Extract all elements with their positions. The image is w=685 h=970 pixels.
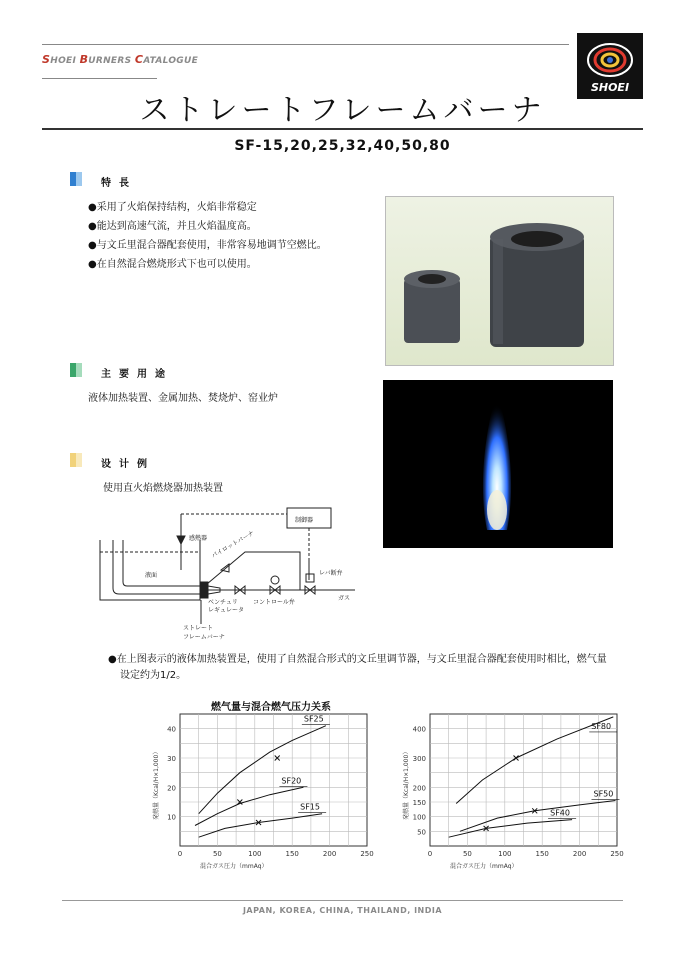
- x-tick-label: 250: [360, 850, 374, 858]
- label-straight2: フレームバーナ: [183, 634, 225, 641]
- series-line: [195, 787, 303, 825]
- y-tick-label: 100: [412, 813, 426, 822]
- cat-atalogue: ATALOGUE: [143, 56, 199, 66]
- page-title: ストレートフレームバーナ: [139, 93, 546, 128]
- usage-heading: 主要用途: [101, 369, 173, 380]
- x-tick-label: 0: [177, 850, 183, 858]
- y-axis-label: 発熱量（Kcal/H×1,000）: [403, 748, 410, 820]
- label-lever-valve: レバ断弁: [319, 570, 343, 577]
- header-top-rule: [42, 44, 569, 45]
- series-line: [460, 801, 616, 832]
- cat-burners: URNERS: [88, 56, 135, 66]
- x-tick-label: 150: [285, 850, 299, 858]
- title-rule: [42, 128, 643, 130]
- series-line: [199, 726, 326, 814]
- y-tick-label: 400: [412, 725, 426, 734]
- design-caption: 使用直火焰燃烧器加热装置: [103, 483, 223, 494]
- logo-text: SHOEI: [590, 81, 630, 94]
- y-tick-label: 200: [412, 784, 426, 793]
- x-axis-label: 混合ガス圧力（mmAq）: [200, 863, 268, 870]
- series-label: SF25: [303, 714, 324, 724]
- series-line: [456, 717, 613, 804]
- y-tick-label: 10: [167, 813, 176, 822]
- chart-title: 燃气量与混合燃气压力关系: [211, 702, 331, 713]
- series-label: SF80: [591, 721, 612, 731]
- series-label: SF40: [550, 808, 570, 818]
- x-tick-label: 50: [212, 850, 222, 858]
- footer-rule: [62, 900, 623, 901]
- label-liquid: 液面: [145, 572, 158, 579]
- x-tick-label: 100: [498, 850, 512, 858]
- footer-countries: JAPAN, KOREA, CHINA, THAILAND, INDIA: [242, 906, 443, 915]
- chart-right: [400, 708, 635, 878]
- feature-item: ●能达到高速气流，并且火焰温度高。: [88, 221, 257, 232]
- features-list: [88, 198, 327, 274]
- feature-item: ●与文丘里混合器配套使用，非常容易地调节空燃比。: [88, 240, 327, 251]
- model-list: SF-15,20,25,32,40,50,80: [234, 138, 451, 154]
- feature-item: ●在自然混合燃烧形式下也可以使用。: [88, 259, 257, 270]
- design-note: [108, 652, 638, 684]
- usage-text: 液体加热装置、金属加热、焚烧炉、窑业炉: [88, 393, 278, 404]
- features-marker: [70, 172, 82, 186]
- design-marker: [70, 453, 82, 467]
- x-tick-label: 0: [427, 850, 433, 858]
- y-tick-label: 30: [167, 755, 176, 763]
- label-straight1: ストレート: [183, 625, 214, 632]
- x-tick-label: 150: [535, 850, 549, 858]
- y-axis-label: 発熱量（Kcal/H×1,000）: [153, 748, 160, 820]
- y-tick-label: 50: [417, 828, 426, 837]
- cat-s: S: [42, 53, 51, 66]
- label-sensor: 感熱器: [189, 535, 208, 542]
- label-pilot: パイロットバーナ: [210, 529, 256, 560]
- cat-shoei: HOEI: [50, 56, 80, 66]
- label-regulator: レギュレータ: [208, 607, 245, 614]
- y-tick-label: 150: [412, 799, 426, 807]
- catalogue-title: [42, 53, 198, 66]
- y-tick-label: 20: [167, 784, 176, 793]
- x-axis-label: 混合ガス圧力（mmAq）: [450, 863, 518, 870]
- label-gas: ガス: [338, 595, 351, 602]
- x-tick-label: 50: [462, 850, 472, 858]
- flame-photo: [383, 380, 613, 548]
- product-photo: [385, 196, 614, 366]
- label-venturi: ベンチュリ: [208, 599, 238, 606]
- x-tick-label: 100: [248, 850, 262, 858]
- usage-marker: [70, 363, 82, 377]
- label-controller: 制御器: [295, 517, 314, 524]
- feature-item: ●采用了火焰保持结构，火焰非常稳定: [88, 202, 257, 213]
- design-heading: 设计例: [101, 459, 155, 470]
- series-label: SF50: [593, 789, 614, 799]
- series-label: SF15: [300, 802, 320, 812]
- cat-c: C: [134, 53, 144, 66]
- chart-left: [150, 708, 385, 878]
- header-short-rule: [42, 78, 157, 79]
- heating-system-diagram: [95, 500, 385, 645]
- x-tick-label: 200: [572, 850, 587, 858]
- label-control-valve: コントロール弁: [253, 599, 295, 606]
- cat-b: B: [79, 53, 89, 66]
- note-line-2: 设定约为1/2。: [120, 670, 187, 681]
- x-tick-label: 250: [610, 850, 624, 858]
- x-tick-label: 200: [322, 850, 337, 858]
- note-line-1: ●在上图表示的液体加热装置是，使用了自然混合形式的文丘里调节器，与文丘里混合器配套使用时相比，燃气量: [108, 654, 607, 665]
- series-label: SF20: [281, 776, 302, 786]
- features-heading: 特長: [101, 178, 137, 189]
- y-tick-label: 300: [412, 755, 426, 763]
- y-tick-label: 40: [167, 725, 176, 734]
